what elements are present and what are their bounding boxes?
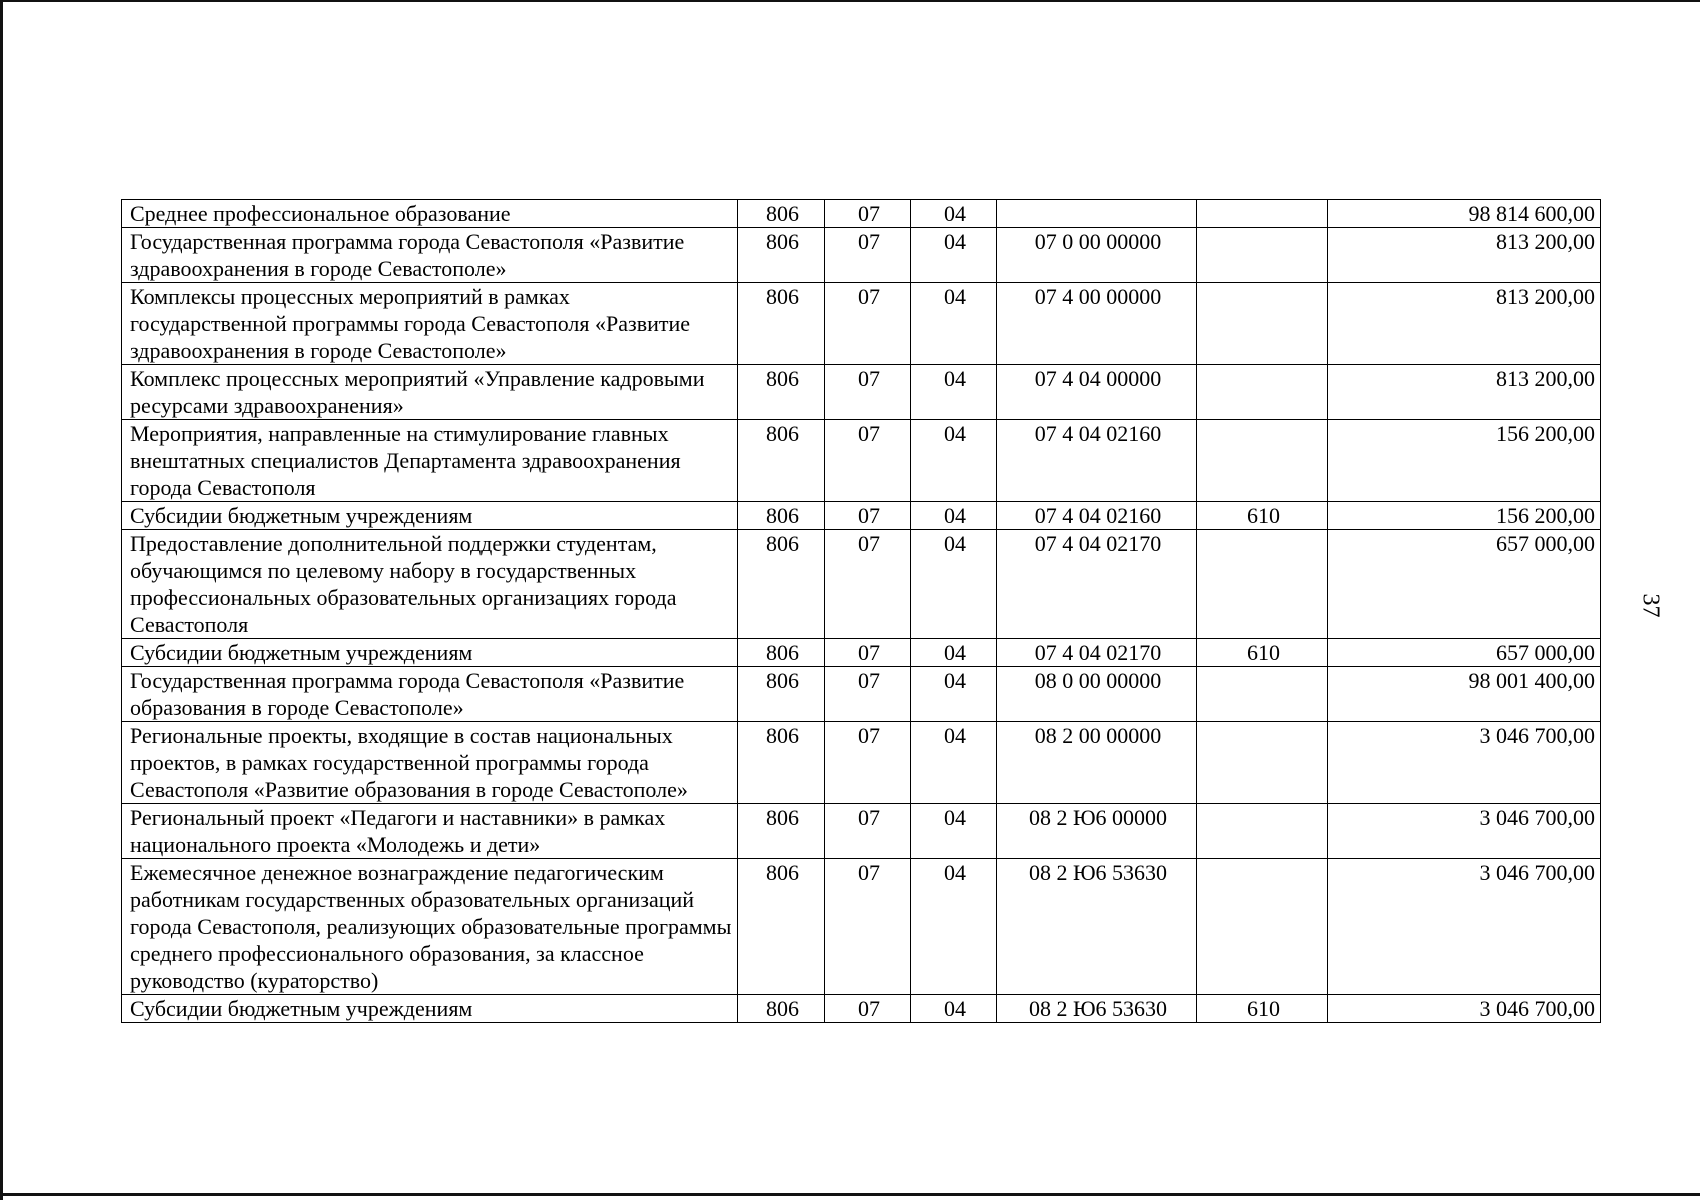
section-code: 07 [825,804,911,859]
scan-edge-bottom [0,1193,1700,1196]
section-code: 07 [825,420,911,502]
table-row [122,365,1601,420]
table-row [122,667,1601,722]
section-code: 07 [825,502,911,530]
table-row [122,804,1601,859]
ministry-code: 806 [738,804,825,859]
item-name: Среднее профессиональное образование [122,200,738,228]
page-number: 37 [1637,593,1664,618]
amount: 3 046 700,00 [1328,995,1601,1023]
ministry-code: 806 [738,995,825,1023]
ministry-code: 806 [738,639,825,667]
target-code: 08 2 Ю6 53630 [997,995,1197,1023]
amount: 657 000,00 [1328,639,1601,667]
amount: 98 001 400,00 [1328,667,1601,722]
expense-type-code [1197,283,1328,365]
subsection-code: 04 [911,722,997,804]
ministry-code: 806 [738,859,825,995]
table-row [122,639,1601,667]
expense-type-code [1197,530,1328,639]
expense-type-code: 610 [1197,639,1328,667]
subsection-code: 04 [911,283,997,365]
item-name: Комплекс процессных мероприятий «Управление кадровыми ресурсами здравоохранения» [122,365,738,420]
section-code: 07 [825,859,911,995]
expense-type-code [1197,200,1328,228]
table-row [122,420,1601,502]
expense-type-code [1197,228,1328,283]
subsection-code: 04 [911,804,997,859]
ministry-code: 806 [738,420,825,502]
ministry-code: 806 [738,502,825,530]
target-code: 08 2 Ю6 53630 [997,859,1197,995]
amount: 3 046 700,00 [1328,722,1601,804]
table-row [122,859,1601,995]
section-code: 07 [825,530,911,639]
table-row [122,228,1601,283]
scan-edge-left [0,0,3,1200]
item-name: Государственная программа города Севастополя «Развитие здравоохранения в городе Севастополе» [122,228,738,283]
ministry-code: 806 [738,228,825,283]
budget-table [121,199,1601,1023]
item-name: Региональные проекты, входящие в состав национальных проектов, в рамках государственной программы города Севастополя «Развитие образования в городе Севастополе» [122,722,738,804]
section-code: 07 [825,639,911,667]
target-code: 08 2 00 00000 [997,722,1197,804]
subsection-code: 04 [911,859,997,995]
item-name: Государственная программа города Севастополя «Развитие образования в городе Севастополе» [122,667,738,722]
table-row [122,722,1601,804]
target-code: 07 4 04 00000 [997,365,1197,420]
amount: 813 200,00 [1328,228,1601,283]
scan-edge-top [0,0,1700,2]
expense-type-code: 610 [1197,995,1328,1023]
amount: 156 200,00 [1328,420,1601,502]
target-code: 07 4 00 00000 [997,283,1197,365]
item-name: Региональный проект «Педагоги и наставники» в рамках национального проекта «Молодежь и дети» [122,804,738,859]
expense-type-code [1197,859,1328,995]
amount: 813 200,00 [1328,365,1601,420]
target-code: 08 0 00 00000 [997,667,1197,722]
subsection-code: 04 [911,365,997,420]
item-name: Субсидии бюджетным учреждениям [122,502,738,530]
ministry-code: 806 [738,365,825,420]
target-code: 08 2 Ю6 00000 [997,804,1197,859]
table-row [122,502,1601,530]
section-code: 07 [825,365,911,420]
subsection-code: 04 [911,667,997,722]
item-name: Ежемесячное денежное вознаграждение педагогическим работникам государственных образовательных организаций города Севастополя, реализующих образовательные программы среднего профессионального образования, за классное руководство (кураторство) [122,859,738,995]
section-code: 07 [825,995,911,1023]
target-code: 07 4 04 02160 [997,502,1197,530]
ministry-code: 806 [738,200,825,228]
expense-type-code [1197,804,1328,859]
item-name: Комплексы процессных мероприятий в рамках государственной программы города Севастополя «Развитие здравоохранения в городе Севастополе» [122,283,738,365]
subsection-code: 04 [911,995,997,1023]
ministry-code: 806 [738,667,825,722]
subsection-code: 04 [911,530,997,639]
ministry-code: 806 [738,722,825,804]
section-code: 07 [825,722,911,804]
expense-type-code [1197,722,1328,804]
ministry-code: 806 [738,530,825,639]
subsection-code: 04 [911,639,997,667]
expense-type-code: 610 [1197,502,1328,530]
section-code: 07 [825,200,911,228]
expense-type-code [1197,420,1328,502]
expense-type-code [1197,365,1328,420]
amount: 657 000,00 [1328,530,1601,639]
subsection-code: 04 [911,228,997,283]
expense-type-code [1197,667,1328,722]
amount: 3 046 700,00 [1328,804,1601,859]
table-row [122,283,1601,365]
budget-table-body [122,200,1601,1023]
target-code: 07 4 04 02170 [997,530,1197,639]
item-name: Мероприятия, направленные на стимулирование главных внештатных специалистов Департамента здравоохранения города Севастополя [122,420,738,502]
amount: 813 200,00 [1328,283,1601,365]
table-row [122,200,1601,228]
amount: 3 046 700,00 [1328,859,1601,995]
table-row [122,995,1601,1023]
ministry-code: 806 [738,283,825,365]
amount: 156 200,00 [1328,502,1601,530]
item-name: Предоставление дополнительной поддержки студентам, обучающимся по целевому набору в государственных профессиональных образовательных организациях города Севастополя [122,530,738,639]
table-row [122,530,1601,639]
subsection-code: 04 [911,200,997,228]
section-code: 07 [825,228,911,283]
target-code: 07 4 04 02160 [997,420,1197,502]
target-code [997,200,1197,228]
section-code: 07 [825,667,911,722]
subsection-code: 04 [911,502,997,530]
subsection-code: 04 [911,420,997,502]
target-code: 07 0 00 00000 [997,228,1197,283]
amount: 98 814 600,00 [1328,200,1601,228]
item-name: Субсидии бюджетным учреждениям [122,639,738,667]
target-code: 07 4 04 02170 [997,639,1197,667]
item-name: Субсидии бюджетным учреждениям [122,995,738,1023]
section-code: 07 [825,283,911,365]
